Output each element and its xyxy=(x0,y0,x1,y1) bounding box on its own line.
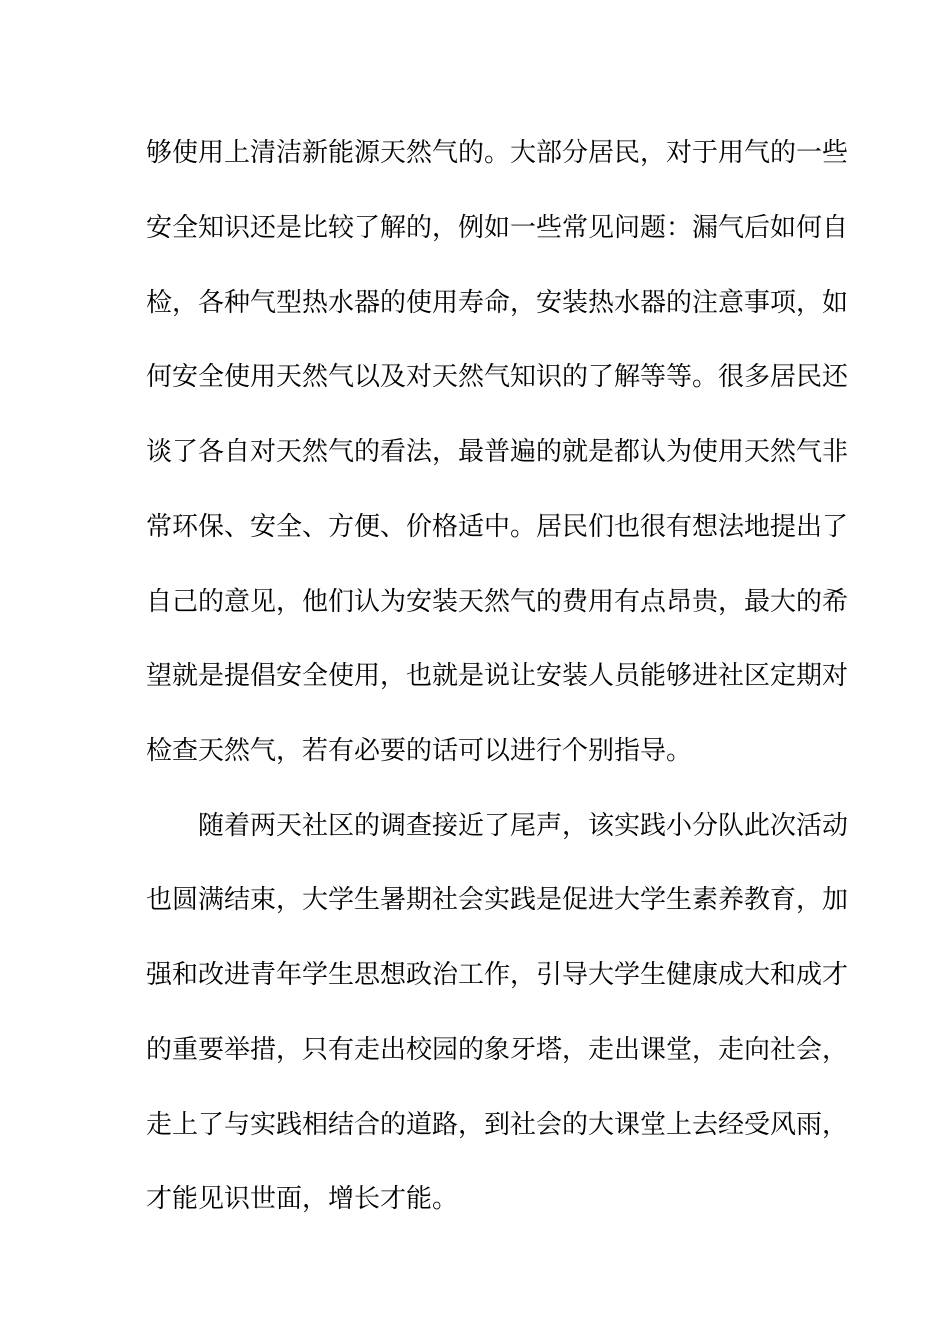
paragraph-1-line-2: 安全知识还是比较了解的，例如一些常见问题：漏气后如何自 xyxy=(146,213,849,243)
paragraph-1-line-9: 检查天然气，若有必要的话可以进行个别指导。 xyxy=(146,736,693,766)
paragraph-1-line-4: 何安全使用天然气以及对天然气知识的了解等等。很多居民还 xyxy=(146,362,849,392)
paragraph-2-line-4: 的重要举措，只有走出校园的象牙塔，走出课堂，走向社会， xyxy=(146,1035,849,1065)
paragraph-2-line-1: 随着两天社区的调查接近了尾声，该实践小分队此次活动 xyxy=(198,811,849,841)
paragraph-1-line-6: 常环保、安全、方便、价格适中。居民们也很有想法地提出了 xyxy=(146,512,849,542)
paragraph-1-line-5: 谈了各自对天然气的看法，最普遍的就是都认为使用天然气非 xyxy=(146,437,849,467)
paragraph-2-line-6: 才能见识世面，增长才能。 xyxy=(146,1184,459,1214)
paragraph-1-line-7: 自己的意见，他们认为安装天然气的费用有点昂贵，最大的希 xyxy=(146,587,849,617)
paragraph-2-line-2: 也圆满结束，大学生暑期社会实践是促进大学生素养教育，加 xyxy=(146,885,849,915)
paragraph-1-line-8: 望就是提倡安全使用，也就是说让安装人员能够进社区定期对 xyxy=(146,661,849,691)
paragraph-1-line-1: 够使用上清洁新能源天然气的。大部分居民，对于用气的一些 xyxy=(146,138,849,168)
paragraph-2-line-3: 强和改进青年学生思想政治工作，引导大学生健康成大和成才 xyxy=(146,960,849,990)
paragraph-1-line-3: 检，各种气型热水器的使用寿命，安装热水器的注意事项，如 xyxy=(146,288,849,318)
paragraph-2-line-5: 走上了与实践相结合的道路，到社会的大课堂上去经受风雨， xyxy=(146,1110,849,1140)
